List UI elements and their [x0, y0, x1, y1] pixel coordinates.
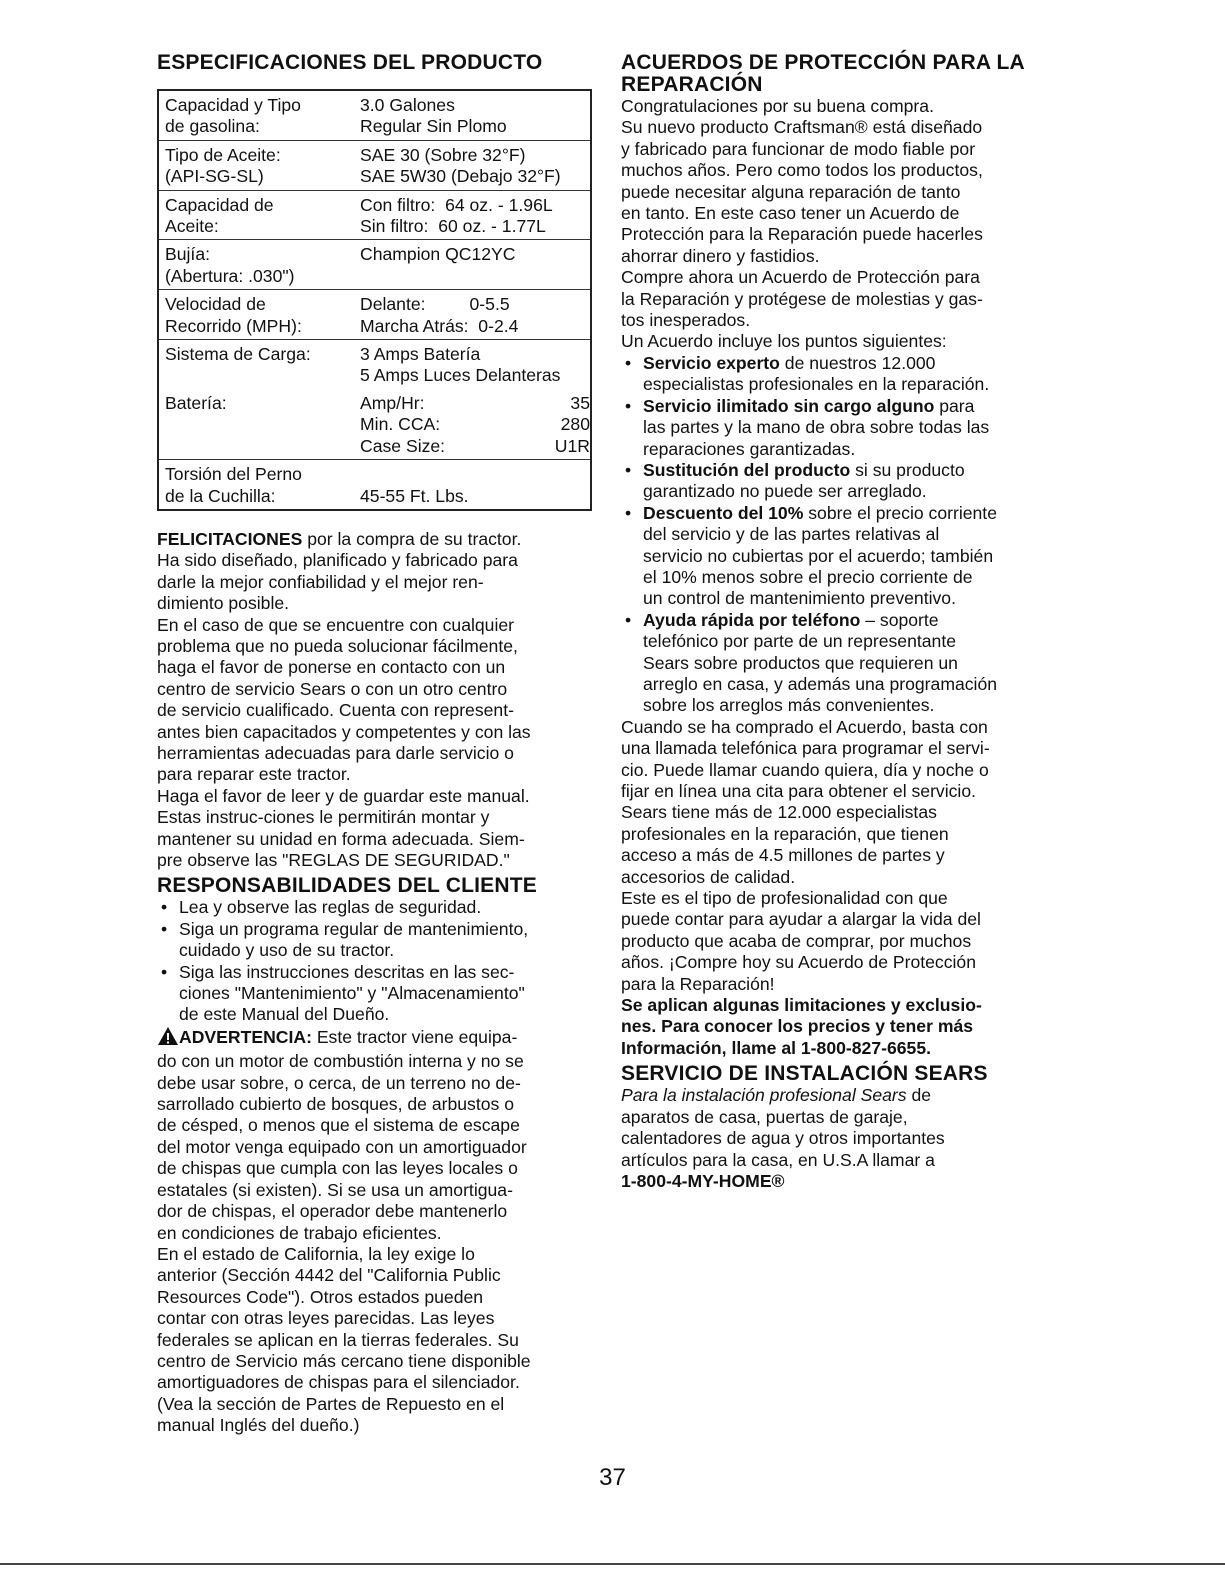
- intro-line: puede necesitar alguna reparación de tanto: [621, 181, 961, 202]
- benefit-line: un control de mantenimiento preventivo.: [643, 588, 956, 609]
- spec-key: Tipo de Aceite:: [165, 144, 281, 165]
- intro-line: Congratulaciones por su buena compra.: [621, 96, 934, 116]
- spec-heading: ESPECIFICACIONES DEL PRODUCTO: [157, 51, 543, 74]
- spec-value: 3.0 Galones: [360, 95, 455, 115]
- warning-line: contar con otras leyes parecidas. Las leyes: [157, 1308, 495, 1329]
- spec-row: [158, 340, 591, 389]
- followup-line: cio. Puede llamar cuando quiera, día y noche o: [621, 759, 989, 780]
- benefit-line: Sears sobre productos que requieren un: [643, 652, 958, 673]
- warning-line: debe usar sobre, o cerca, de un terreno no de-: [157, 1072, 521, 1093]
- warning-line: manual Inglés del dueño.): [157, 1415, 360, 1436]
- install-line: aparatos de casa, puertas de garaje,: [621, 1106, 908, 1127]
- spec-value: Champion QC12YC: [360, 244, 516, 265]
- spec-key: Capacidad de: [165, 194, 274, 215]
- benefit-text: – soporte: [860, 609, 939, 630]
- responsibility-line: de este Manual del Dueño.: [179, 1004, 390, 1025]
- spec-key-cell: [158, 340, 354, 389]
- responsibility-line: • Lea y observe las reglas de seguridad.: [179, 897, 482, 918]
- left-column: [157, 52, 595, 1437]
- spec-row: [158, 140, 591, 190]
- spec-key: Bujía:: [165, 244, 210, 265]
- intro-line: ahorrar dinero y fastidios.: [621, 245, 820, 266]
- benefit-first-line: [643, 460, 1066, 481]
- followup-line: Sears tiene más de 12.000 especialistas: [621, 802, 937, 823]
- spec-key: Capacidad y Tipo: [165, 95, 301, 115]
- spec-key: Torsión del Perno: [165, 464, 302, 485]
- agreement-followup: [621, 717, 1066, 995]
- congrats-line: problema que no pueda solucionar fácilmente,: [157, 635, 518, 656]
- warning-bold: ADVERTENCIA:: [179, 1026, 312, 1047]
- spec-row: [158, 240, 591, 290]
- congrats-line: antes bien capacitados y competentes y con las: [157, 721, 531, 742]
- spec-value-cell: [354, 340, 591, 389]
- agreement-heading-line2: REPARACIÓN: [621, 73, 763, 96]
- intro-line: tos inesperados.: [621, 310, 751, 331]
- benefit-title: Servicio experto: [643, 352, 780, 373]
- congrats-paragraph: [157, 529, 595, 872]
- congrats-bold: FELICITACIONES: [157, 528, 303, 549]
- spec-value: Sin filtro: 60 oz. - 1.77L: [360, 216, 546, 237]
- spec-table: [157, 89, 592, 511]
- battery-label: Amp/Hr:: [360, 392, 425, 413]
- responsibility-line: cuidado y uso de su tractor.: [179, 940, 395, 961]
- congrats-line: haga el favor de ponerse en contacto con un: [157, 657, 506, 678]
- warning-line: amortiguadores de chispas para el silenciador.: [157, 1372, 520, 1393]
- benefit-item: [621, 396, 1066, 460]
- congrats-line: Ha sido diseñado, planificado y fabricado para: [157, 550, 518, 571]
- spec-value-cell: [354, 140, 591, 190]
- spec-key: de la Cuchilla:: [165, 485, 276, 506]
- congrats-line: herramientas adecuadas para darle servicio o: [157, 742, 514, 763]
- warning-line: centro de Servicio más cercano tiene disponible: [157, 1350, 531, 1371]
- install-paragraph: [621, 1085, 1066, 1192]
- warning-line: de chispas que cumpla con las leyes locales o: [157, 1158, 518, 1179]
- benefit-line: el 10% menos sobre el precio corriente de: [643, 566, 973, 587]
- benefit-line: garantizado no puede ser arreglado.: [643, 481, 927, 502]
- congrats-line: darle la mejor confiabilidad y el mejor ren-: [157, 571, 484, 592]
- spec-value-cell: [354, 90, 591, 140]
- benefit-line: especialistas profesionales en la reparación.: [643, 374, 990, 395]
- followup-line: Este es el tipo de profesionalidad con que: [621, 888, 948, 909]
- followup-line: profesionales en la reparación, que tienen: [621, 823, 949, 844]
- spec-key-cell: [158, 140, 354, 190]
- spec-key: Sistema de Carga:: [165, 344, 311, 365]
- warning-line: anterior (Sección 4442 del "California Public: [157, 1265, 501, 1286]
- intro-line: muchos años. Pero como todos los productos,: [621, 160, 983, 181]
- responsibility-item: [157, 919, 595, 962]
- congrats-line: para reparar este tractor.: [157, 764, 351, 785]
- battery-label: Min. CCA:: [360, 414, 441, 435]
- page-number: 37: [599, 1464, 626, 1491]
- spec-value: Delante: 0-5.5: [360, 294, 510, 315]
- followup-line: para la Reparación!: [621, 973, 775, 994]
- warning-line: En el estado de California, la ley exige lo: [157, 1243, 475, 1264]
- spec-value-cell: [354, 240, 591, 290]
- spec-key: de gasolina:: [165, 116, 260, 137]
- followup-line: producto que acaba de comprar, por muchos: [621, 930, 972, 951]
- install-phone: 1-800-4-MY-HOME®: [621, 1170, 785, 1191]
- congrats-line: de servicio cualificado. Cuenta con represent-: [157, 700, 514, 721]
- spec-value-cell: [354, 290, 591, 340]
- spec-row-torque: [158, 460, 591, 510]
- benefit-line: sobre los arreglos más convenientes.: [643, 695, 935, 716]
- install-line: artículos para la casa, en U.S.A llamar a: [621, 1149, 935, 1170]
- benefit-first-line: [643, 503, 1066, 524]
- benefit-first-line: [643, 353, 1066, 374]
- spec-value: SAE 30 (Sobre 32°F): [360, 144, 526, 165]
- benefit-item: [621, 610, 1066, 717]
- intro-line: en tanto. En este caso tener un Acuerdo de: [621, 203, 960, 224]
- spec-value: 3 Amps Batería: [360, 344, 481, 365]
- spec-key: Aceite:: [165, 216, 219, 237]
- agreement-heading-line1: ACUERDOS DE PROTECCIÓN PARA LA: [621, 51, 1025, 74]
- benefit-text: para: [934, 395, 975, 416]
- benefit-item: [621, 503, 1066, 610]
- battery-value: 280: [560, 414, 590, 435]
- benefit-line: del servicio y de las partes relativas al: [643, 524, 940, 545]
- benefit-title: Servicio ilimitado sin cargo alguno: [643, 395, 935, 416]
- warning-line: dor de chispas, el operador debe mantenerlo: [157, 1201, 508, 1222]
- congrats-line: Estas instruc-ciones le permitirán montar y: [157, 807, 490, 828]
- benefit-first-line: [643, 610, 1066, 631]
- intro-line: Un Acuerdo incluye los puntos siguientes:: [621, 331, 947, 352]
- spec-value: SAE 5W30 (Debajo 32°F): [360, 166, 561, 187]
- limits-line: Se aplican algunas limitaciones y exclusio-: [621, 995, 982, 1016]
- limits-line: Información, llame al 1-800-827-6655.: [621, 1037, 931, 1058]
- warning-line: Resources Code"). Otros estados pueden: [157, 1286, 484, 1307]
- congrats-line: centro de servicio Sears o con un otro centro: [157, 678, 508, 699]
- benefit-text: sobre el precio corriente: [803, 502, 997, 523]
- benefit-line: servicio no cubiertas por el acuerdo; también: [643, 545, 994, 566]
- followup-line: accesorios de calidad.: [621, 866, 796, 887]
- responsibility-line: • Siga un programa regular de mantenimiento,: [179, 918, 529, 939]
- spec-key: Batería:: [165, 392, 227, 413]
- intro-line: Su nuevo producto Craftsman® está diseñado: [621, 117, 983, 138]
- benefit-title: Ayuda rápida por teléfono: [643, 609, 861, 630]
- agreement-intro: [621, 96, 1066, 353]
- benefit-item: [621, 460, 1066, 503]
- warning-paragraph: [157, 1026, 595, 1437]
- responsibility-item: [157, 897, 595, 918]
- followup-line: acceso a más de 4.5 millones de partes y: [621, 845, 945, 866]
- spec-row: [158, 190, 591, 240]
- spec-key-cell: [158, 290, 354, 340]
- spec-key: Recorrido (MPH):: [165, 315, 302, 336]
- intro-line: Compre ahora un Acuerdo de Protección para: [621, 267, 980, 288]
- responsibilities-heading: RESPONSABILIDADES DEL CLIENTE: [157, 874, 537, 898]
- warning-line: del motor venga equipado con un amortiguador: [157, 1136, 527, 1157]
- benefit-line: telefónico por parte de un representante: [643, 631, 956, 652]
- benefit-title: Sustitución del producto: [643, 459, 851, 480]
- benefit-line: las partes y la mano de obra sobre todas las: [643, 417, 990, 438]
- install-italic: Para la instalación profesional Sears: [621, 1085, 907, 1106]
- spec-row-battery: [158, 389, 591, 460]
- benefit-text: si su producto: [850, 459, 965, 480]
- congrats-line: Haga el favor de leer y de guardar este manual.: [157, 785, 530, 806]
- spec-key-cell: [158, 90, 354, 140]
- spec-value: 5 Amps Luces Delanteras: [360, 365, 561, 386]
- battery-label: Case Size:: [360, 435, 446, 456]
- warning-line: sarrollado cubierto de bosques, de arbustos o: [157, 1094, 514, 1115]
- warning-triangle-icon: [157, 1026, 179, 1051]
- limits-notice: [621, 995, 1066, 1059]
- install-heading: SERVICIO DE INSTALACIÓN SEARS: [621, 1062, 988, 1086]
- spec-row: [158, 290, 591, 340]
- install-line: calentadores de agua y otros importantes: [621, 1128, 945, 1149]
- battery-value: 35: [570, 392, 590, 413]
- congrats-line: por la compra de su tractor.: [302, 528, 522, 549]
- benefit-title: Descuento del 10%: [643, 502, 804, 523]
- congrats-line: mantener su unidad en forma adecuada. Siem-: [157, 828, 525, 849]
- battery-grid: [360, 393, 590, 457]
- warning-line: de césped, o menos que el sistema de escape: [157, 1115, 520, 1136]
- warning-line: Este tractor viene equipa-: [311, 1026, 518, 1047]
- warning-line: estatales (si existen). Si se usa un amortigua-: [157, 1179, 513, 1200]
- intro-line: Protección para la Reparación puede hacerles: [621, 224, 983, 245]
- responsibility-item: [157, 962, 595, 1026]
- spec-row: [158, 90, 591, 140]
- benefit-line: reparaciones garantizadas.: [643, 438, 856, 459]
- spec-key: Velocidad de: [165, 294, 266, 315]
- spec-value: Regular Sin Plomo: [360, 116, 507, 137]
- spec-value: Marcha Atrás: 0-2.4: [360, 315, 519, 336]
- benefits-list: [621, 353, 1066, 717]
- followup-line: Cuando se ha comprado el Acuerdo, basta con: [621, 716, 988, 737]
- congrats-line: dimiento posible.: [157, 593, 290, 614]
- followup-line: fijar en línea una cita para obtener el servicio.: [621, 781, 977, 801]
- intro-line: y fabricado para funcionar de modo fiable por: [621, 138, 976, 159]
- responsibility-line: • Siga las instrucciones descritas en las sec-: [179, 961, 515, 982]
- spec-key-cell: [158, 240, 354, 290]
- spec-value: 45-55 Ft. Lbs.: [360, 485, 469, 506]
- benefit-line: arreglo en casa, y además una programación: [643, 673, 998, 694]
- benefit-first-line: [643, 396, 1066, 417]
- warning-line: (Vea la sección de Partes de Repuesto en el: [157, 1393, 505, 1414]
- spec-value-cell: [354, 190, 591, 240]
- warning-line: federales se aplican en la tierras federales. Su: [157, 1329, 519, 1350]
- spec-key: (Abertura: .030"): [165, 265, 295, 286]
- benefit-item: [621, 353, 1066, 396]
- spec-key-cell: [158, 190, 354, 240]
- install-line: de: [906, 1085, 932, 1106]
- responsibilities-list: [157, 897, 595, 1025]
- congrats-line: En el caso de que se encuentre con cualquier: [157, 614, 515, 635]
- bottom-rule: [0, 1563, 1225, 1565]
- congrats-line: pre observe las "REGLAS DE SEGURIDAD.": [157, 850, 510, 870]
- battery-value: U1R: [554, 435, 590, 456]
- followup-line: una llamada telefónica para programar el servi-: [621, 738, 990, 759]
- followup-line: puede contar para ayudar a alargar la vida del: [621, 909, 981, 930]
- responsibility-line: ciones "Mantenimiento" y "Almacenamiento": [179, 983, 525, 1004]
- warning-line: do con un motor de combustión interna y no se: [157, 1051, 524, 1072]
- benefit-text: de nuestros 12.000: [779, 352, 936, 373]
- spec-key: (API-SG-SL): [165, 166, 264, 187]
- warning-line: en condiciones de trabajo eficientes.: [157, 1222, 442, 1243]
- spec-value: Con filtro: 64 oz. - 1.96L: [360, 194, 553, 215]
- right-column: [621, 52, 1066, 1192]
- followup-line: años. ¡Compre hoy su Acuerdo de Protección: [621, 952, 977, 973]
- intro-line: la Reparación y protégese de molestias y gas-: [621, 288, 983, 309]
- limits-line: nes. Para conocer los precios y tener más: [621, 1016, 974, 1037]
